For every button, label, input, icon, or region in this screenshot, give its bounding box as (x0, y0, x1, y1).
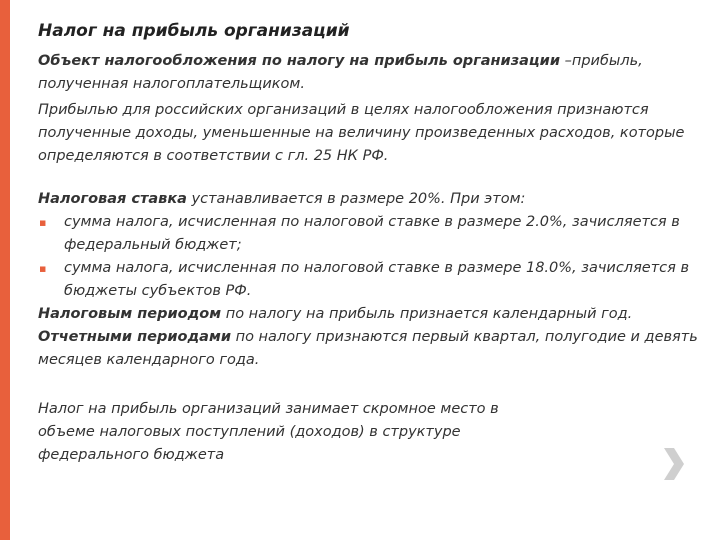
square-bullet-icon: ▪ (39, 216, 47, 229)
bullet-federal: сумма налога, исчисленная по налоговой ставке в размере 2.0%, зачисляется в федеральный бюджет; (64, 214, 680, 253)
slide-title: Налог на прибыль организаций (38, 21, 350, 41)
paragraph-tax-rate (38, 188, 710, 211)
paragraph-tax-object (38, 50, 710, 96)
term-tax-object: Объект налогообложения по налогу на прибыль организации (38, 53, 560, 69)
slide-content (38, 18, 710, 467)
paragraph-budget-share: Налог на прибыль организаций занимает скромное место в объеме налоговых поступлений (доходов) в структуре федерального бюджета (38, 401, 499, 463)
paragraph-reporting-periods (38, 326, 710, 372)
bullet-regional: сумма налога, исчисленная по налоговой ставке в размере 18.0%, зачисляется в бюджеты субъектов РФ. (64, 260, 690, 299)
square-bullet-icon: ▪ (39, 262, 47, 275)
text-tax-rate: устанавливается в размере 20%. При этом: (186, 191, 526, 207)
paragraph-tax-period (38, 303, 710, 326)
list-item (38, 211, 710, 257)
term-reporting-periods: Отчетными периодами (38, 329, 231, 345)
term-tax-period: Налоговым периодом (38, 306, 222, 322)
paragraph-profit-definition: Прибылью для российских организаций в целях налогообложения признаются полученные доходы, уменьшенные на величину произведенных расходов, которые определяются в соответствии с гл. 25 НК РФ. (38, 102, 685, 164)
list-item (38, 257, 710, 303)
text-tax-object: –прибыль, полученная налогоплательщиком. (38, 53, 643, 92)
text-reporting-periods: по налогу признаются первый квартал, полугодие и девять месяцев календарного года. (38, 329, 698, 368)
term-tax-rate: Налоговая ставка (38, 191, 187, 207)
chevron-right-icon[interactable] (660, 446, 686, 482)
accent-bar (0, 0, 10, 540)
text-tax-period: по налогу на прибыль признается календарный год. (221, 306, 633, 322)
